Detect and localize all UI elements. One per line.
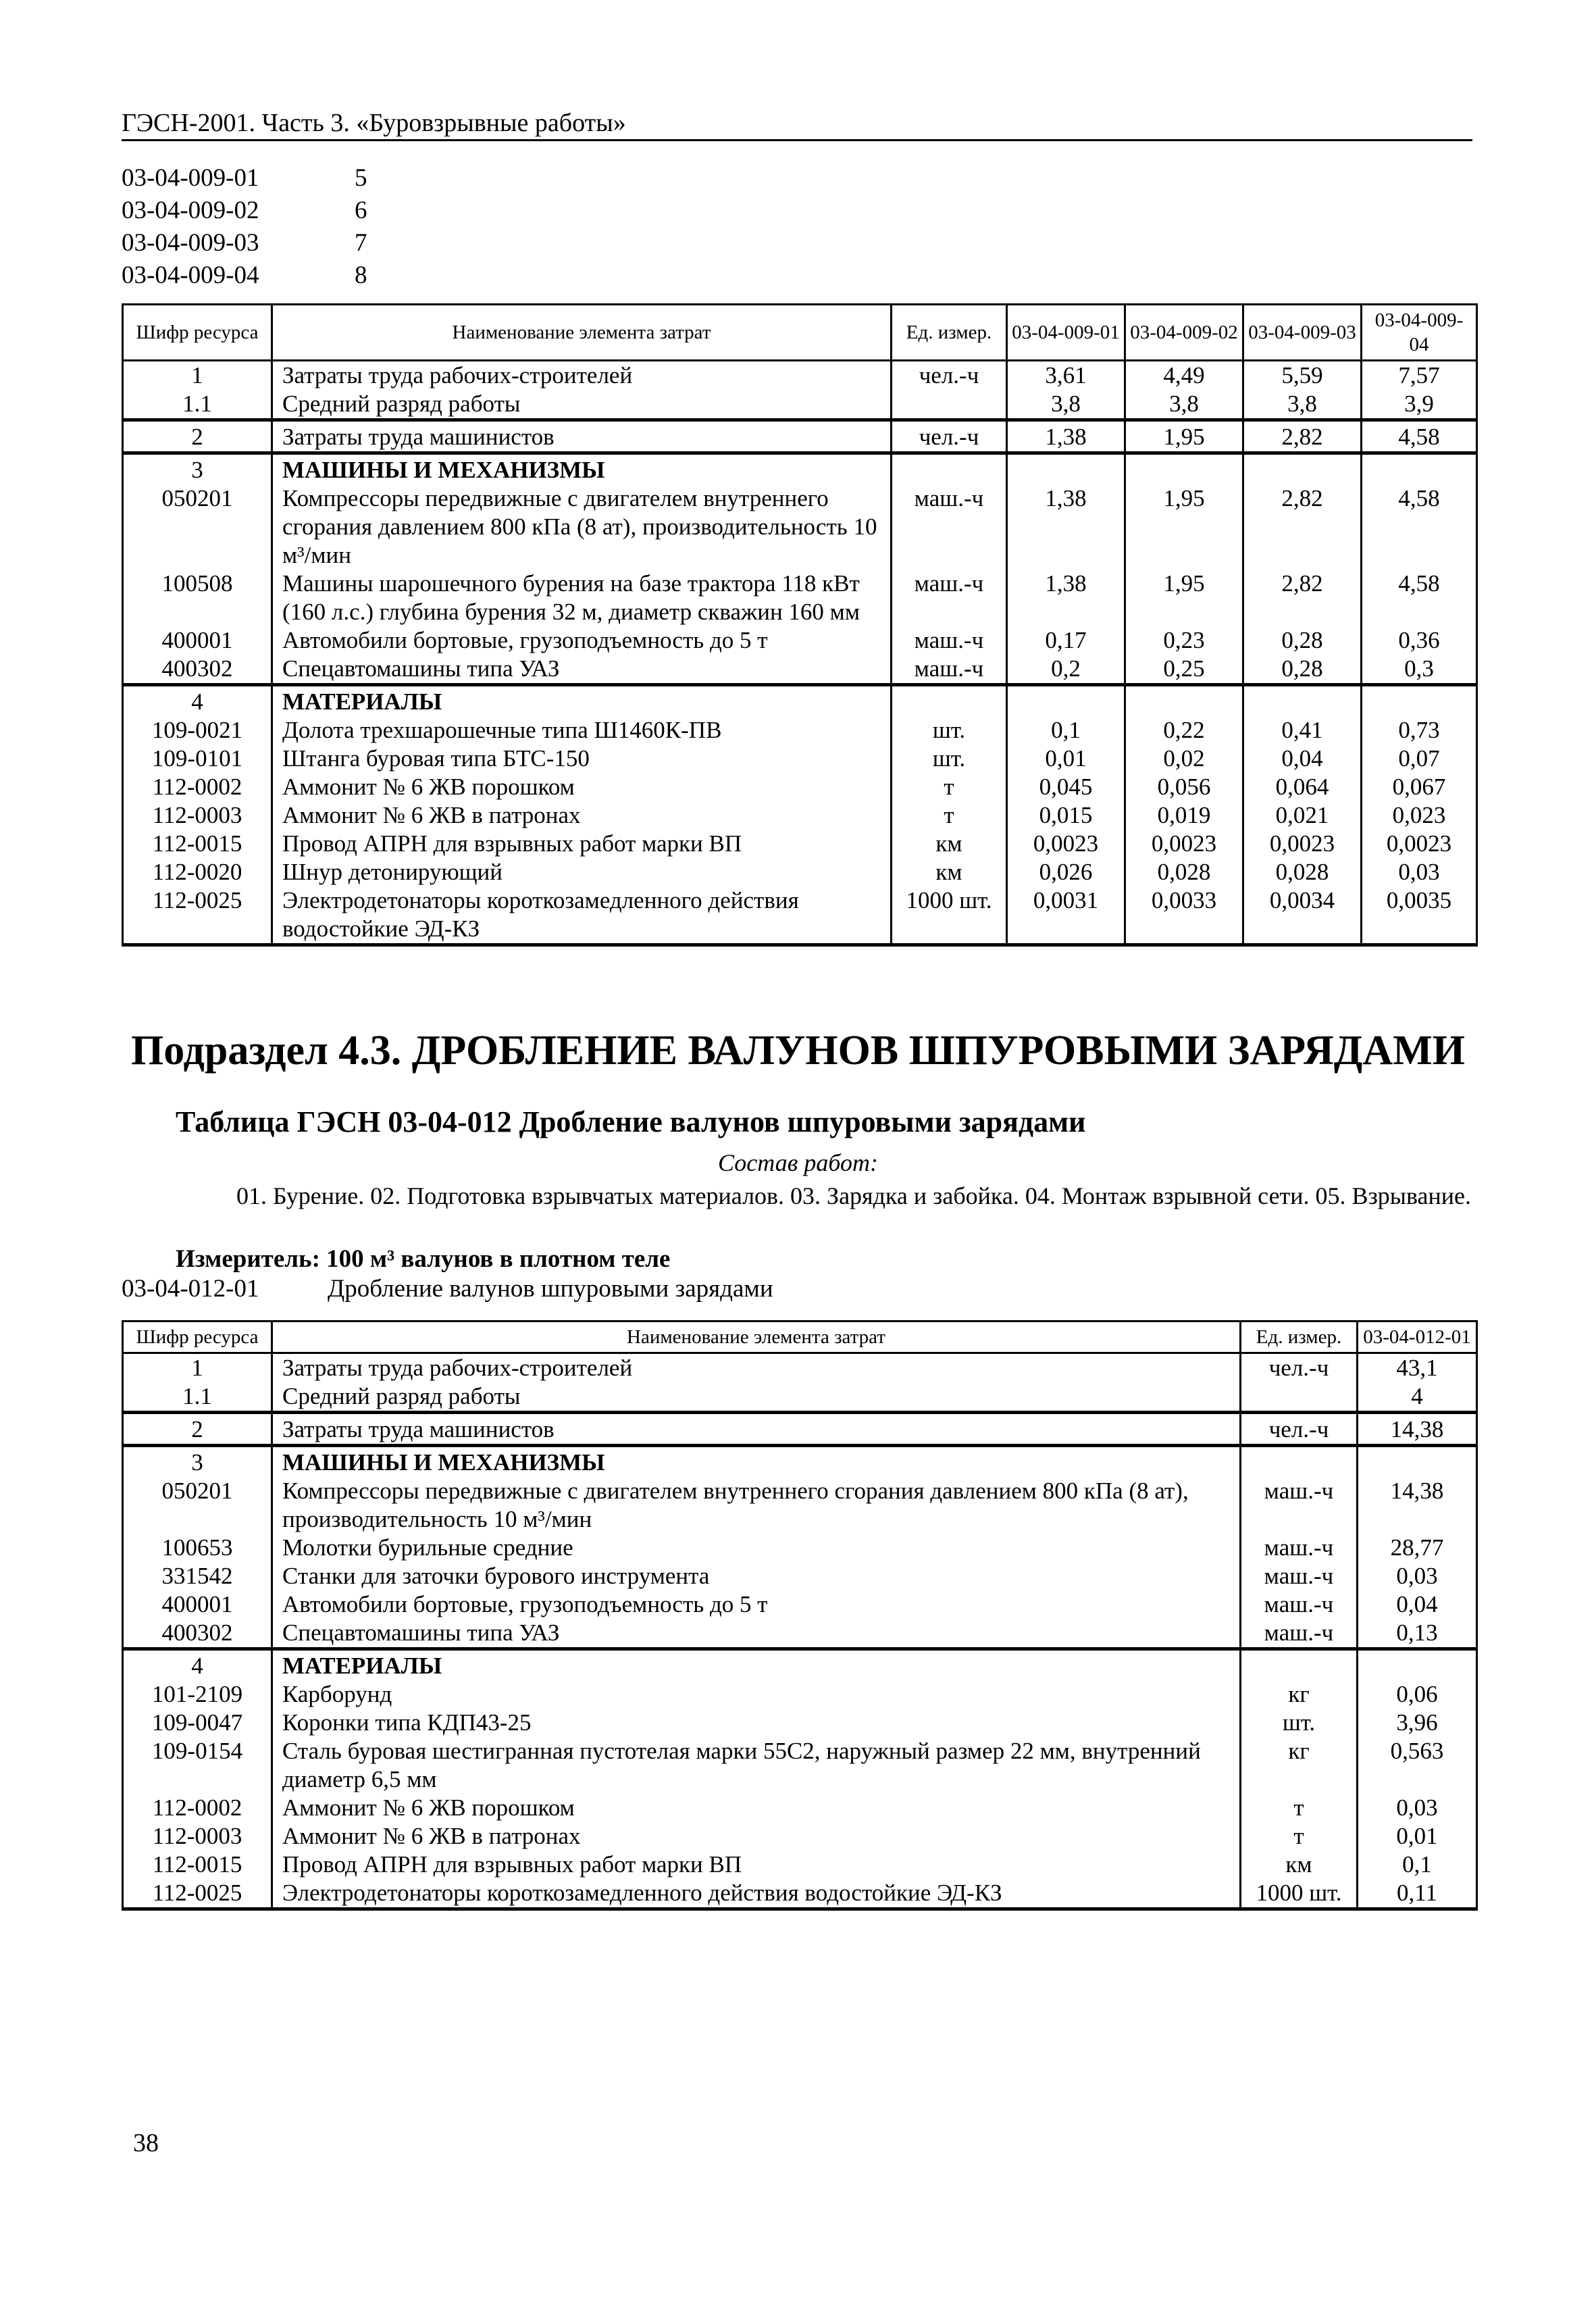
resource-code: 331542 xyxy=(123,1562,272,1590)
value-cell: 1,95 xyxy=(1125,484,1243,570)
unit: км xyxy=(1241,1851,1358,1879)
table-row xyxy=(123,1649,1477,1681)
value-cell: 3,9 xyxy=(1362,390,1477,420)
value-cell: 0,064 xyxy=(1243,773,1362,801)
resource-code: 1.1 xyxy=(123,390,272,420)
header-norm-column: 03-04-009-03 xyxy=(1243,305,1362,361)
value-cell: 0,028 xyxy=(1125,858,1243,886)
value-cell: 0,015 xyxy=(1007,801,1125,830)
unit: маш.-ч xyxy=(1241,1590,1358,1619)
value-cell: 1,38 xyxy=(1007,570,1125,626)
unit: чел.-ч xyxy=(1241,1353,1358,1383)
section-heading: МАТЕРИАЛЫ xyxy=(272,1649,1241,1681)
value-cell: 0,2 xyxy=(1007,655,1125,685)
norm-number: 6 xyxy=(355,197,367,224)
value-cell xyxy=(1362,453,1477,485)
resource-code: 4 xyxy=(123,1649,272,1681)
resource-name: Аммонит № 6 ЖВ в патронах xyxy=(272,801,892,830)
norm-number: 8 xyxy=(355,261,367,289)
value-cell: 0,019 xyxy=(1125,801,1243,830)
table-title: Таблица ГЭСН 03-04-012 Дробление валунов шпуровыми зарядами xyxy=(176,1105,1086,1138)
value-cell: 0,17 xyxy=(1007,626,1125,655)
table-row xyxy=(123,801,1477,830)
resource-name: Автомобили бортовые, грузоподъемность до 5 т xyxy=(272,1590,1241,1619)
value-cell: 1,95 xyxy=(1125,420,1243,453)
value-cell: 0,0023 xyxy=(1125,830,1243,858)
value-cell: 0,28 xyxy=(1243,626,1362,655)
resource-code: 400302 xyxy=(123,655,272,685)
subsection-title: Подраздел 4.3. ДРОБЛЕНИЕ ВАЛУНОВ ШПУРОВЫМИ ЗАРЯДАМИ xyxy=(131,1028,1465,1074)
header-row xyxy=(123,1322,1477,1353)
value-cell: 2,82 xyxy=(1243,570,1362,626)
value-cell: 0,41 xyxy=(1243,716,1362,745)
table-row xyxy=(123,858,1477,886)
resource-name: Штанга буровая типа БТС-150 xyxy=(272,745,892,773)
unit: маш.-ч xyxy=(1241,1619,1358,1649)
table-row xyxy=(123,1822,1477,1851)
value-cell xyxy=(1007,453,1125,485)
resource-name: Аммонит № 6 ЖВ порошком xyxy=(272,773,892,801)
value-cell: 0,03 xyxy=(1358,1794,1477,1822)
header-rule xyxy=(122,139,1472,141)
table-row xyxy=(123,745,1477,773)
resource-name: Электродетонаторы короткозамедленного действия водостойкие ЭД-КЗ xyxy=(272,1879,1241,1909)
value-cell: 0,25 xyxy=(1125,655,1243,685)
resource-code: 112-0003 xyxy=(123,801,272,830)
header-unit: Ед. измер. xyxy=(1241,1322,1358,1353)
value-cell: 0,1 xyxy=(1358,1851,1477,1879)
code-list xyxy=(122,162,367,292)
value-cell: 3,96 xyxy=(1358,1709,1477,1737)
table-row xyxy=(123,1590,1477,1619)
resource-name: Компрессоры передвижные с двигателем внутреннего сгорания давлением 800 кПа (8 ат), производительность 10 м³/мин xyxy=(272,484,892,570)
value-cell: 3,8 xyxy=(1243,390,1362,420)
value-cell: 0,13 xyxy=(1358,1619,1477,1649)
header-norm-column: 03-04-012-01 xyxy=(1358,1322,1477,1353)
value-cell: 3,61 xyxy=(1007,361,1125,391)
resource-code: 3 xyxy=(123,1446,272,1478)
value-cell: 2,82 xyxy=(1243,420,1362,453)
resource-code: 112-0015 xyxy=(123,1851,272,1879)
table-row xyxy=(123,626,1477,655)
resource-name: Провод АПРН для взрывных работ марки ВП xyxy=(272,830,892,858)
header-name: Наименование элемента затрат xyxy=(272,305,892,361)
value-cell: 0,0033 xyxy=(1125,886,1243,945)
code-list-item xyxy=(122,227,367,259)
unit: чел.-ч xyxy=(892,420,1007,453)
value-cell xyxy=(1007,685,1125,717)
value-cell: 0,36 xyxy=(1362,626,1477,655)
value-cell: 5,59 xyxy=(1243,361,1362,391)
value-cell: 0,07 xyxy=(1362,745,1477,773)
header-norm-column: 03-04-009-01 xyxy=(1007,305,1125,361)
resource-code: 109-0101 xyxy=(123,745,272,773)
value-cell xyxy=(1125,453,1243,485)
value-cell: 3,8 xyxy=(1007,390,1125,420)
unit: шт. xyxy=(1241,1709,1358,1737)
resource-code: 101-2109 xyxy=(123,1680,272,1709)
table-row xyxy=(123,1534,1477,1562)
table-row xyxy=(123,361,1477,391)
resource-code: 112-0003 xyxy=(123,1822,272,1851)
unit: 1000 шт. xyxy=(1241,1879,1358,1909)
value-cell xyxy=(1243,453,1362,485)
resource-name: Компрессоры передвижные с двигателем внутреннего сгорания давлением 800 кПа (8 ат), производительность 10 м³/мин xyxy=(272,1477,1241,1534)
norm-number: 5 xyxy=(355,164,367,192)
resource-code: 109-0021 xyxy=(123,716,272,745)
resource-code: 050201 xyxy=(123,1477,272,1534)
measure-unit: Измеритель: 100 м³ валунов в плотном теле xyxy=(176,1245,671,1273)
value-cell: 0,563 xyxy=(1358,1737,1477,1794)
table-row xyxy=(123,1794,1477,1822)
resource-code: 400302 xyxy=(123,1619,272,1649)
value-cell xyxy=(1125,685,1243,717)
section-heading: МАШИНЫ И МЕХАНИЗМЫ xyxy=(272,453,892,485)
resource-name: Аммонит № 6 ЖВ порошком xyxy=(272,1794,1241,1822)
unit xyxy=(1241,1446,1358,1478)
resource-name: Автомобили бортовые, грузоподъемность до 5 т xyxy=(272,626,892,655)
value-cell xyxy=(1362,685,1477,717)
value-cell: 4,58 xyxy=(1362,570,1477,626)
unit xyxy=(1241,1382,1358,1413)
resource-code: 100653 xyxy=(123,1534,272,1562)
table-row xyxy=(123,1562,1477,1590)
resource-name: Спецавтомашины типа УАЗ xyxy=(272,1619,1241,1649)
resource-code: 109-0154 xyxy=(123,1737,272,1794)
unit xyxy=(1241,1649,1358,1681)
header-row xyxy=(123,305,1477,361)
unit: маш.-ч xyxy=(892,484,1007,570)
table-row xyxy=(123,1477,1477,1534)
unit xyxy=(892,453,1007,485)
code-list-item xyxy=(122,195,367,227)
value-cell: 0,056 xyxy=(1125,773,1243,801)
value-cell: 14,38 xyxy=(1358,1477,1477,1534)
resource-code: 400001 xyxy=(123,1590,272,1619)
resource-code: 1 xyxy=(123,361,272,391)
value-cell: 0,03 xyxy=(1362,858,1477,886)
value-cell xyxy=(1243,685,1362,717)
resource-name: Машины шарошечного бурения на базе трактора 118 кВт (160 л.с.) глубина бурения 32 м, диаметр скважин 160 мм xyxy=(272,570,892,626)
value-cell: 0,0023 xyxy=(1007,830,1125,858)
unit: кг xyxy=(1241,1680,1358,1709)
resource-code: 3 xyxy=(123,453,272,485)
header-unit: Ед. измер. xyxy=(892,305,1007,361)
value-cell xyxy=(1358,1649,1477,1681)
value-cell: 0,1 xyxy=(1007,716,1125,745)
norm-code: 03-04-009-03 xyxy=(122,229,259,257)
value-cell: 0,23 xyxy=(1125,626,1243,655)
unit: маш.-ч xyxy=(892,570,1007,626)
code-list-item xyxy=(122,162,367,195)
norm-line xyxy=(122,1274,773,1303)
section-heading: МАТЕРИАЛЫ xyxy=(272,685,892,717)
unit: т xyxy=(892,801,1007,830)
value-cell: 4,49 xyxy=(1125,361,1243,391)
unit: т xyxy=(892,773,1007,801)
value-cell: 4,58 xyxy=(1362,484,1477,570)
table-row xyxy=(123,1382,1477,1413)
value-cell: 0,026 xyxy=(1007,858,1125,886)
table-row xyxy=(123,1353,1477,1383)
resource-table-03-04-012 xyxy=(122,1320,1478,1911)
resource-code: 1 xyxy=(123,1353,272,1383)
table-row xyxy=(123,1737,1477,1794)
table-row xyxy=(123,1619,1477,1649)
work-composition-text: 01. Бурение. 02. Подготовка взрывчатых материалов. 03. Зарядка и забойка. 04. Монтаж взрывной сети. 05. Взрывание. xyxy=(236,1182,1471,1209)
value-cell: 2,82 xyxy=(1243,484,1362,570)
code-list-item xyxy=(122,259,367,292)
table-row xyxy=(123,420,1477,453)
unit: чел.-ч xyxy=(892,361,1007,391)
norm-code: 03-04-012-01 xyxy=(122,1275,259,1303)
table-row xyxy=(123,484,1477,570)
value-cell: 0,22 xyxy=(1125,716,1243,745)
unit: шт. xyxy=(892,745,1007,773)
value-cell: 0,03 xyxy=(1358,1562,1477,1590)
resource-name: Средний разряд работы xyxy=(272,1382,1241,1413)
table-row xyxy=(123,1879,1477,1909)
resource-table-03-04-009 xyxy=(122,303,1478,947)
value-cell: 0,021 xyxy=(1243,801,1362,830)
resource-name: Карборунд xyxy=(272,1680,1241,1709)
table-row xyxy=(123,886,1477,945)
value-cell xyxy=(1358,1446,1477,1478)
work-composition-label: Состав работ: xyxy=(718,1149,878,1176)
resource-name: Затраты труда рабочих-строителей xyxy=(272,1353,1241,1383)
value-cell: 7,57 xyxy=(1362,361,1477,391)
value-cell: 0,0023 xyxy=(1362,830,1477,858)
resource-name: Станки для заточки бурового инструмента xyxy=(272,1562,1241,1590)
table-row xyxy=(123,1413,1477,1446)
resource-name: Провод АПРН для взрывных работ марки ВП xyxy=(272,1851,1241,1879)
table-row xyxy=(123,1851,1477,1879)
resource-code: 112-0002 xyxy=(123,1794,272,1822)
table-row xyxy=(123,716,1477,745)
unit: км xyxy=(892,858,1007,886)
unit: маш.-ч xyxy=(892,626,1007,655)
resource-name: Коронки типа КДП43-25 xyxy=(272,1709,1241,1737)
unit: маш.-ч xyxy=(892,655,1007,685)
value-cell: 0,04 xyxy=(1358,1590,1477,1619)
resource-code: 112-0002 xyxy=(123,773,272,801)
resource-name: Сталь буровая шестигранная пустотелая марки 55С2, наружный размер 22 мм, внутренний диаметр 6,5 мм xyxy=(272,1737,1241,1794)
header-code: Шифр ресурса xyxy=(123,305,272,361)
resource-name: Шнур детонирующий xyxy=(272,858,892,886)
value-cell: 14,38 xyxy=(1358,1413,1477,1446)
value-cell: 0,11 xyxy=(1358,1879,1477,1909)
norm-code: 03-04-009-02 xyxy=(122,197,259,224)
table-row xyxy=(123,655,1477,685)
table-row xyxy=(123,1709,1477,1737)
value-cell: 0,01 xyxy=(1358,1822,1477,1851)
value-cell: 0,067 xyxy=(1362,773,1477,801)
table-row xyxy=(123,1446,1477,1478)
value-cell: 0,0034 xyxy=(1243,886,1362,945)
value-cell: 0,0035 xyxy=(1362,886,1477,945)
resource-name: Затраты труда машинистов xyxy=(272,1413,1241,1446)
header-code: Шифр ресурса xyxy=(123,1322,272,1353)
value-cell: 1,38 xyxy=(1007,484,1125,570)
value-cell: 0,023 xyxy=(1362,801,1477,830)
unit: шт. xyxy=(892,716,1007,745)
unit: чел.-ч xyxy=(1241,1413,1358,1446)
resource-name: Долота трехшарошечные типа Ш1460К-ПВ xyxy=(272,716,892,745)
resource-code: 109-0047 xyxy=(123,1709,272,1737)
unit: т xyxy=(1241,1794,1358,1822)
table-row xyxy=(123,453,1477,485)
running-head: ГЭСН-2001. Часть 3. «Буровзрывные работы» xyxy=(122,109,626,137)
resource-code: 112-0015 xyxy=(123,830,272,858)
value-cell: 0,02 xyxy=(1125,745,1243,773)
resource-name: Аммонит № 6 ЖВ в патронах xyxy=(272,1822,1241,1851)
resource-code: 112-0025 xyxy=(123,1879,272,1909)
table-row xyxy=(123,685,1477,717)
header-norm-column: 03-04-009-04 xyxy=(1362,305,1477,361)
resource-name: Средний разряд работы xyxy=(272,390,892,420)
resource-code: 112-0025 xyxy=(123,886,272,945)
resource-name: Спецавтомашины типа УАЗ xyxy=(272,655,892,685)
unit: 1000 шт. xyxy=(892,886,1007,945)
unit: маш.-ч xyxy=(1241,1477,1358,1534)
header-norm-column: 03-04-009-02 xyxy=(1125,305,1243,361)
value-cell: 3,8 xyxy=(1125,390,1243,420)
resource-code: 1.1 xyxy=(123,1382,272,1413)
unit: км xyxy=(892,830,1007,858)
table-row xyxy=(123,390,1477,420)
value-cell: 0,01 xyxy=(1007,745,1125,773)
table-row xyxy=(123,570,1477,626)
resource-name: Молотки бурильные средние xyxy=(272,1534,1241,1562)
unit xyxy=(892,685,1007,717)
value-cell: 0,045 xyxy=(1007,773,1125,801)
resource-code: 2 xyxy=(123,1413,272,1446)
value-cell: 0,28 xyxy=(1243,655,1362,685)
section-heading: МАШИНЫ И МЕХАНИЗМЫ xyxy=(272,1446,1241,1478)
norm-code: 03-04-009-04 xyxy=(122,261,259,289)
resource-code: 050201 xyxy=(123,484,272,570)
unit: кг xyxy=(1241,1737,1358,1794)
value-cell: 0,73 xyxy=(1362,716,1477,745)
value-cell: 4 xyxy=(1358,1382,1477,1413)
resource-code: 2 xyxy=(123,420,272,453)
resource-code: 4 xyxy=(123,685,272,717)
resource-name: Электродетонаторы короткозамедленного действия водостойкие ЭД-КЗ xyxy=(272,886,892,945)
value-cell: 4,58 xyxy=(1362,420,1477,453)
norm-name: Дробление валунов шпуровыми зарядами xyxy=(328,1275,773,1303)
page-number: 38 xyxy=(133,2129,159,2157)
value-cell: 0,06 xyxy=(1358,1680,1477,1709)
value-cell: 28,77 xyxy=(1358,1534,1477,1562)
value-cell: 43,1 xyxy=(1358,1353,1477,1383)
table-row xyxy=(123,1680,1477,1709)
value-cell: 1,95 xyxy=(1125,570,1243,626)
unit xyxy=(892,390,1007,420)
resource-code: 400001 xyxy=(123,626,272,655)
norm-number: 7 xyxy=(355,229,367,257)
value-cell: 0,3 xyxy=(1362,655,1477,685)
header-name: Наименование элемента затрат xyxy=(272,1322,1241,1353)
value-cell: 0,04 xyxy=(1243,745,1362,773)
table-row xyxy=(123,773,1477,801)
unit: маш.-ч xyxy=(1241,1534,1358,1562)
value-cell: 0,0031 xyxy=(1007,886,1125,945)
unit: маш.-ч xyxy=(1241,1562,1358,1590)
resource-name: Затраты труда рабочих-строителей xyxy=(272,361,892,391)
value-cell: 0,0023 xyxy=(1243,830,1362,858)
unit: т xyxy=(1241,1822,1358,1851)
resource-name: Затраты труда машинистов xyxy=(272,420,892,453)
value-cell: 0,028 xyxy=(1243,858,1362,886)
value-cell: 1,38 xyxy=(1007,420,1125,453)
resource-code: 112-0020 xyxy=(123,858,272,886)
norm-code: 03-04-009-01 xyxy=(122,164,259,192)
table-row xyxy=(123,830,1477,858)
resource-code: 100508 xyxy=(123,570,272,626)
